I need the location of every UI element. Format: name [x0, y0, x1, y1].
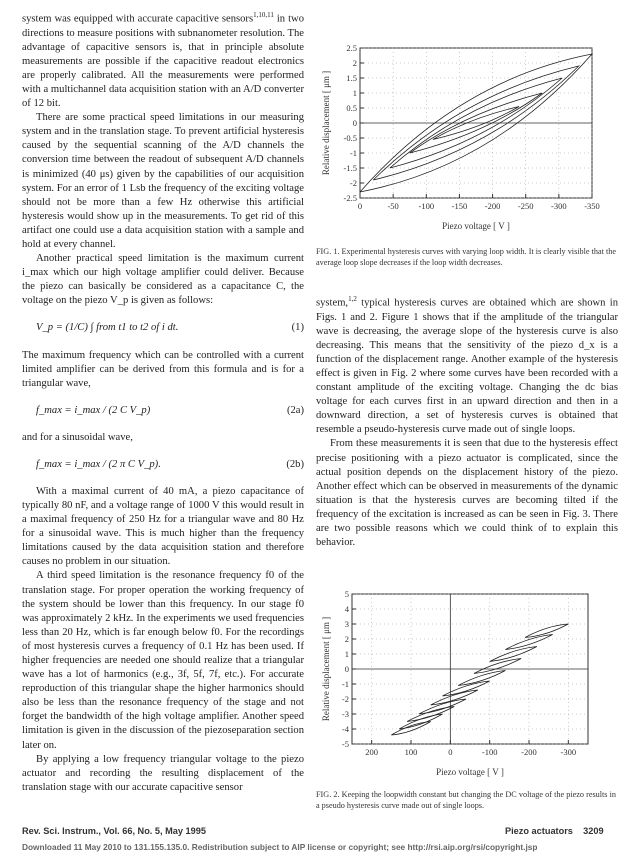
equation-2b: f_max = i_max / (2 π C V_p). (2b) [36, 458, 304, 470]
x-tick-label: 0 [448, 747, 453, 757]
y-tick-label: -2 [341, 694, 349, 704]
figure-1-caption: FIG. 1. Experimental hysteresis curves with varying loop width. It is clearly visible that the average loop slope decreases if the loop width decreases. [316, 247, 616, 267]
y-tick-label: -4 [341, 724, 349, 734]
citation: 1,10,11 [253, 11, 274, 19]
y-tick-label: 0 [352, 118, 357, 128]
left-column [22, 8, 304, 795]
y-tick-label: 2 [344, 634, 349, 644]
paragraph: With a maximal current of 40 mA, a piezo capacitance of typically 80 nF, and a voltage range of 1000 V this would result in a maximal frequency of 250 Hz for a triangular wave and 80 Hz for a sinusoidal wave. This is much higher than the frequency limitations caused by the data acquisition station and therefore causes no problem in our situation. [22, 485, 304, 568]
x-tick-label: -100 [481, 747, 498, 757]
y-tick-label: 0.5 [346, 103, 357, 113]
y-tick-label: -1.5 [343, 163, 357, 173]
y-axis-label: Relative displacement [ μm ] [321, 616, 331, 722]
paragraph: system,$^{1,2}$ typical hysteresis curves are obtained which are shown in Figs. 1 and 2. Figure 1 shows that if the amplitude of the triangular wave is decreasing, the average slope of the hysteresis curve is also decreasing. This means that the sensitivity of the piezo d_x is a function of the displacement range. Another example of the hysteresis effect is given in Fig. 2 where some curves have been recorded with a constant amplitude of the exciting voltage. Changing the dc bias voltage for each curves first in an upward direction and then in a downward direction, a set of hysteresis curves is obtained that resemble a pseudo-hysteresis curve made out of single loops. [316, 295, 618, 436]
y-tick-label: 2 [352, 58, 357, 68]
x-tick-label: -200 [521, 747, 537, 757]
x-tick-label: 0 [357, 201, 363, 211]
section-name: Piezo actuators [505, 826, 573, 836]
y-tick-label: 1 [344, 649, 349, 659]
y-tick-label: 4 [344, 604, 349, 614]
paragraph: By applying a low frequency triangular voltage to the piezo actuator and recording the resulting displacement of the translation stage with our accurate capacitive sensor [22, 753, 304, 793]
y-tick-label: -1 [341, 679, 349, 689]
y-tick-label: 1 [352, 88, 357, 98]
x-tick-label: -200 [484, 201, 501, 211]
x-axis-label: Piezo voltage [ V ] [436, 767, 504, 777]
x-tick-label: -150 [451, 201, 468, 211]
x-tick-label: -100 [418, 201, 435, 211]
running-footer [505, 826, 604, 836]
download-notice: Downloaded 11 May 2010 to 131.155.135.0. Redistribution subject to AIP license or copyright; see http://rsi.aip.org/rsi/copyright.jsp [22, 842, 538, 852]
x-tick-label: 100 [404, 747, 418, 757]
paragraph: and for a sinusoidal wave, [22, 431, 133, 443]
paragraph: system was equipped with accurate capacitive sensors$^{1,10,11}$ in two directions to measure positions with subnanometer resolution. The advantage of capacitive sensors is, that in principle absolute measurements are possible if the capacitive readout electronics are properly calibrated. All the measurements were performed with a multichannel data acquisition station with an A/D converter of 12 bit. [22, 11, 304, 110]
equation-1: V_p = (1/C) ∫ from t1 to t2 of i dt. (1) [36, 322, 304, 334]
hysteresis-loop [391, 722, 430, 736]
y-tick-label: -3 [341, 709, 349, 719]
citation: 1,2 [348, 295, 357, 303]
y-tick-label: 5 [344, 589, 349, 599]
figure-2-chart [318, 588, 618, 783]
paragraph: There are some practical speed limitations in our measuring system and in the translation stage. To prevent artificial hysteresis caused by the sequential scanning of the A/D channels the conversion time between the readout of subsequent A/D channels is minimized (40 μs) given by the capabilities of our acquisition system. For an error of 1 Lsb the frequency of the exciting voltage should not be more than a few Hz otherwise this artificial hysteresis would show up in the measurements. To get rid of this artifact one could use a data acquisition station with a sample and hold at every channel. [22, 112, 304, 251]
x-tick-label: -300 [560, 747, 577, 757]
right-column [316, 292, 618, 550]
y-tick-label: -2.5 [343, 193, 357, 203]
y-tick-label: 0 [344, 664, 349, 674]
x-axis-label: Piezo voltage [ V ] [442, 221, 510, 231]
y-tick-label: 2.5 [346, 43, 357, 53]
paragraph: Another practical speed limitation is the maximum current i_max which our high voltage amplifier could deliver. Because the piezo can basically be considered as a capacitance C, the voltage on the piezo V_p is given as follows: [22, 253, 304, 307]
y-tick-label: -2 [349, 178, 357, 188]
y-tick-label: 3 [344, 619, 349, 629]
y-tick-label: -0.5 [343, 133, 357, 143]
figure-2-caption: FIG. 2. Keeping the loopwidth constant but changing the DC voltage of the piezo results in a pseudo hysteresis curve made out of single loops. [316, 790, 616, 810]
figure-1-chart [318, 40, 618, 240]
x-tick-label: 200 [365, 747, 379, 757]
y-axis-label: Relative displacement [ μm ] [321, 70, 331, 176]
y-tick-label: -1 [349, 148, 357, 158]
journal-citation: Rev. Sci. Instrum., Vol. 66, No. 5, May 1995 [22, 826, 206, 836]
hysteresis-loop [431, 690, 478, 705]
hysteresis-loop [442, 681, 489, 696]
y-tick-label: -5 [341, 739, 349, 749]
y-tick-label: 1.5 [346, 73, 357, 83]
paragraph: A third speed limitation is the resonance frequency f0 of the translation stage. For proper operation the working frequency of the system should be lower than this frequency. In our stage f0 was approximately 2 kHz. In the experiments we used frequencies less than 20 Hz, which is far enough below f0. For the recordings of most hysteresis curves a frequency of 0.1 Hz has been used. If higher frequencies are needed one should realize that a triangular wave has a lot of harmonics (e.g., 3f, 5f, 7f, etc.). For accurate reproduction of this triangular shape the higher harmonics should also be less than the resonance frequency of the stage and not forget the bandwidth of the high voltage amplifier. Another speed limitation is given in the discussion of the piezoseparation section later on. [22, 570, 304, 751]
x-tick-label: -50 [387, 201, 399, 211]
page-number: 3209 [583, 826, 604, 836]
paragraph: From these measurements it is seen that due to the hysteresis effect precise positioning with a piezo actuator is complicated, since the actual position depends on the displacement history of the piezo. Another effect which can be observed in measurements of the dynamic situation is that the hysteresis curves are becoming tilted if the frequency of the excitation is increased as can be seen in Fig. 3. There are two possible reasons which we could think of to explain this behavior. [316, 438, 618, 549]
equation-2a: f_max = i_max / (2 C V_p) (2a) [36, 404, 304, 416]
paragraph: The maximum frequency which can be controlled with a current limited amplifier can be derived from this formula and is for a triangular wave, [22, 349, 304, 389]
x-tick-label: -300 [551, 201, 567, 211]
x-tick-label: -350 [584, 201, 600, 211]
x-tick-label: -250 [517, 201, 534, 211]
